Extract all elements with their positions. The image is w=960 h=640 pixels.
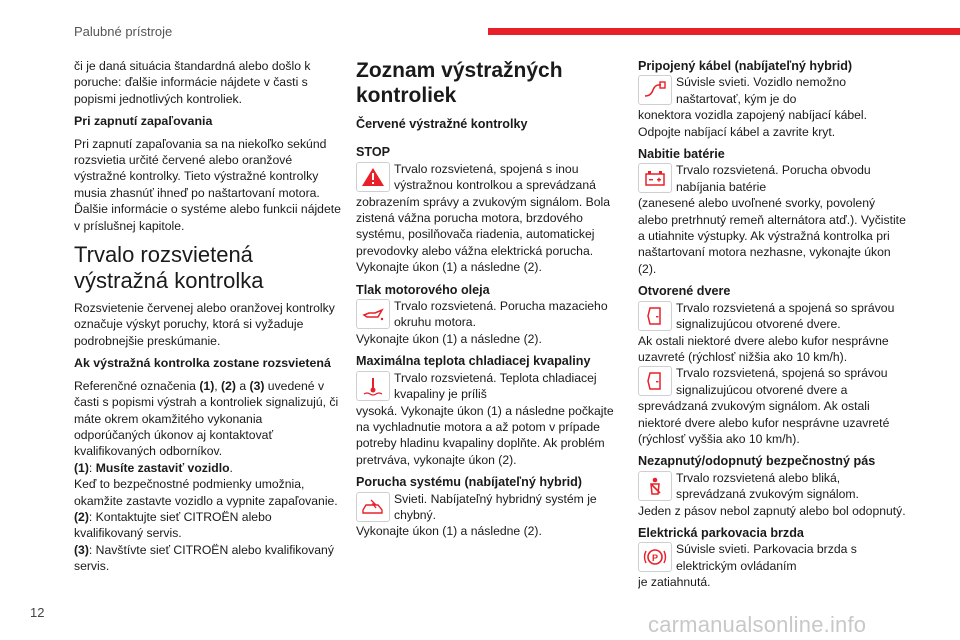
reference-paragraph: Referenčné označenia (1), (2) a (3) uvedené v časti s popismi výstrah a kontroliek signalizujú, či máte okrem okamžitého vykonania odporúčaných úkonov aj kontaktovať kvalifikovaných odborníkov. (74, 378, 339, 459)
warning-title: Elektrická parkovacia brzda (638, 525, 804, 540)
warning-title: Maximálna teplota chladiacej kvapaliny (356, 354, 591, 369)
warning-title: Tlak motorového oleja (356, 282, 490, 297)
header-accent-bar (488, 28, 960, 35)
column-right (638, 58, 908, 595)
reference-3: (3): Navštívte sieť CITROËN alebo kvalifikovaný servis. (74, 542, 334, 574)
remain-lit-heading: Ak výstražná kontrolka zostane rozsvietená (74, 356, 331, 371)
warning-title: STOP (356, 145, 391, 160)
svg-text:P: P (652, 553, 659, 564)
steady-warning-paragraph: Rozsvietenie červenej alebo oranžovej kontrolky označuje výskyt poruchy, ktorá si vyžaduje podrobnejšie preskúmanie. (74, 301, 335, 348)
warning-coolant-temperature: Maximálna teplota chladiacej kvapaliny Trvalo rozsvietená. Teplota chladiacej kvapaliny je príliš vysoká. Vykonajte úkon (1) a následne počkajte na vychladnutie motora a až potom v prípade potreby hladinu kvapaliny doplňte. Ak problém pretrváva, vykonajte úkon (2). (356, 353, 618, 468)
parking-brake-icon (638, 542, 672, 572)
ignition-heading: Pri zapnutí zapaľovania (74, 114, 213, 129)
steady-warning-title: Trvalo rozsvietená výstražná kontrolka (74, 242, 264, 294)
coolant-temperature-icon (356, 371, 390, 401)
warning-door-open: Otvorené dvere Trvalo rozsvietená a spojená so správou signalizujúcou otvorené dvere. Ak ostali niektoré dvere alebo kufor nesprávne uzavreté (rýchlosť nižšia ako 10 km/h). Trvalo rozsvietená, spojená so správou signalizujúcou otvorené dvere a sprevádzaná zvukovým signálom. Ak ostali niektoré dvere alebo kufor nesprávne uzavreté (rýchlosť vyššia ako 10 km/h). (638, 283, 908, 447)
warning-hybrid-system-fault: Porucha systému (nabíjateľný hybrid) Svieti. Nabíjateľný hybridný systém je chybný. Vykonajte úkon (1) a následne (2). (356, 474, 618, 540)
battery-charge-icon (638, 163, 672, 193)
charging-cable-icon (638, 75, 672, 105)
warning-battery-charge: Nabitie batérie Trvalo rozsvietená. Porucha obvodu nabíjania batérie (zanesené alebo uvoľnené svorky, povolený alebo pretrhnutý remeň alternátora atď.). Vyčistite a utiahnite výstupky. Ak výstražná kontrolka pri naštartovaní motora nezhasne, vykonajte úkon (2). (638, 146, 908, 277)
column-left (74, 58, 342, 575)
running-header: Palubné prístroje (74, 24, 173, 39)
page-number: 12 (30, 605, 45, 620)
warning-title: Porucha systému (nabíjateľný hybrid) (356, 475, 582, 490)
column-middle (356, 58, 618, 544)
door-open-icon (638, 366, 672, 396)
warning-title: Nabitie batérie (638, 147, 725, 162)
hybrid-system-fault-icon (356, 492, 390, 522)
warning-charging-cable: Pripojený kábel (nabíjateľný hybrid) Súvisle svieti. Vozidlo nemožno naštartovať, kým je do konektora vozidla zapojený nabíjací kábel. Odpojte nabíjací kábel a zavrite kryt. (638, 58, 908, 140)
reference-2: (2): Kontaktujte sieť CITROËN alebo kvalifikovaný servis. (74, 509, 272, 541)
ignition-paragraph: Pri zapnutí zapaľovania sa na niekoľko sekúnd rozsvietia určité červené alebo oranžové výstražné kontrolky. Tieto výstražné kontrolky musia zhasnúť ihneď po naštartovaní motora. Ďalšie informácie o systéme alebo funkcii nájdete v príslušnej kapitole. (74, 136, 341, 233)
warning-title: Nezapnutý/odopnutý bezpečnostný pás (638, 454, 876, 469)
warning-seatbelt: Nezapnutý/odopnutý bezpečnostný pás Trvalo rozsvietená alebo bliká, sprevádzaná zvukovým signálom. Jeden z pásov nebol zapnutý alebo bol odopnutý. (638, 453, 908, 519)
warning-list-title: Zoznam výstražných kontroliek (356, 59, 563, 107)
reference-1: (1): Musíte zastaviť vozidlo. Keď to bezpečnostné podmienky umožnia, okamžite zastavte vozidlo a vypnite zapaľovanie. (74, 460, 338, 508)
watermark: carmanualsonline.info (648, 612, 867, 637)
intro-paragraph: či je daná situácia štandardná alebo došlo k poruche: ďalšie informácie nájdete v časti s popismi jednotlivých kontroliek. (74, 59, 311, 106)
red-warnings-subtitle: Červené výstražné kontrolky (356, 117, 528, 131)
warning-oil-pressure: Tlak motorového oleja Trvalo rozsvietená. Porucha mazacieho okruhu motora. Vykonajte úkon (1) a následne (2). (356, 282, 618, 348)
stop-warning-icon (356, 162, 390, 192)
warning-parking-brake: Elektrická parkovacia brzda P Súvisle svieti. Parkovacia brzda s elektrickým ovládaním je zatiahnutá. (638, 525, 908, 591)
seatbelt-icon (638, 471, 672, 501)
warning-title: Otvorené dvere (638, 284, 731, 299)
oil-pressure-icon (356, 299, 390, 329)
door-open-icon (638, 301, 672, 331)
warning-stop: STOP Trvalo rozsvietená, spojená s inou výstražnou kontrolkou a sprevádzaná zobrazením správy a zvukovým signálom. Bola zistená vážna porucha motora, brzdového systému, posilňovača riadenia, automatickej prevodovky alebo vážna elektrická porucha. Vykonajte úkon (1) a následne (2). (356, 144, 618, 275)
warning-title: Pripojený kábel (nabíjateľný hybrid) (638, 59, 853, 73)
